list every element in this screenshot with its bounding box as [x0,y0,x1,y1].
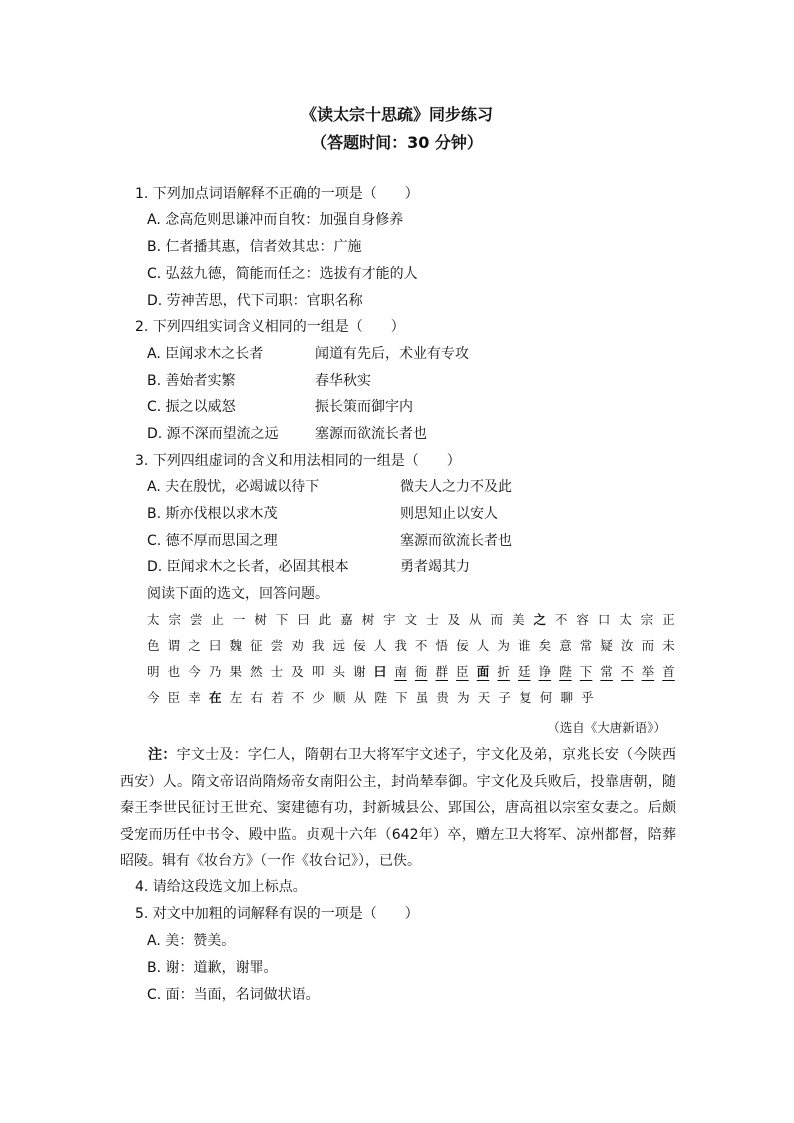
passage-char: 果 [229,664,242,679]
passage-char: 顺 [333,690,346,705]
passage-char: 从 [469,612,482,627]
classical-line-4 [147,689,594,707]
passage-char: 右 [250,690,263,705]
annotation-note [120,742,676,875]
passage-char: 衙 [414,664,428,679]
passage-char: 首 [662,664,675,679]
passage-char: 今 [147,690,160,705]
passage-char: 劝 [291,638,304,653]
passage-char: 未 [662,638,675,653]
passage-char: 廷 [517,664,531,679]
passage-source: （选自《大唐新语》） [547,720,666,735]
passage-char: 头 [332,664,345,679]
passage-char: 不 [291,690,305,705]
passage-char: 南 [394,664,407,679]
question-1-option-a: A. 念高危则思谦冲而自牧：加强自身修养 [147,212,404,228]
passage-char: 汝 [621,638,634,653]
passage-char: 贵 [436,690,449,705]
question-1-option-d: D. 劳神苦思，代下司职：官职名称 [147,293,363,309]
passage-char: 色 [147,638,160,653]
passage-char: 人 [476,638,490,653]
passage-char: 嘉 [340,612,353,627]
passage-char: 远 [332,638,345,653]
question-2-option-b-compare: 春华秋实 [315,373,371,389]
passage-char: 宗 [168,612,181,627]
passage-char: 之 [188,638,201,653]
passage-char: 常 [600,664,613,679]
passage-char: 不 [621,664,634,679]
passage-char: 太 [147,612,160,627]
question-3-option-c: C. 德不厚而思国之理 [147,533,278,549]
passage-char: 征 [250,638,263,653]
passage-char: 折 [497,664,510,679]
passage-char: 少 [312,690,325,705]
passage-char: 人 [373,638,387,653]
passage-char: 容 [576,612,589,627]
passage-char: 明 [147,664,160,679]
passage-char: 太 [619,612,632,627]
passage-char: 树 [254,612,267,627]
passage-char: 而 [490,612,504,627]
passage-char: 尝 [270,638,284,653]
classical-line-1 [147,611,675,629]
passage-char: 疑 [600,638,613,653]
question-2-option-b: B. 善始者实繁 [147,373,236,389]
passage-char: 树 [361,612,375,627]
passage-char: 下 [579,664,593,679]
passage-char: 宗 [640,612,654,627]
question-2-option-c: C. 振之以威怒 [147,399,236,415]
passage-char: 常 [579,638,593,653]
passage-char: 悟 [435,638,449,653]
passage-char: 及 [291,664,304,679]
passage-char: 然 [250,664,263,679]
passage-char: 口 [597,612,611,627]
question-2-option-a-compare: 闻道有先后，术业有专攻 [315,346,469,362]
question-2-stem: 2. 下列四组实词含义相同的一组是（ ） [135,319,405,335]
question-2-option-d: D. 源不深而望流之远 [147,426,279,442]
passage-char: 魏 [229,638,242,653]
classical-line-2 [147,637,675,655]
classical-line-3 [147,663,675,681]
passage-char: 此 [318,612,332,627]
question-2-option-d-compare: 塞源而欲流长者也 [315,426,427,442]
passage-char: 士 [426,612,439,627]
passage-char: 聊 [560,690,573,705]
question-5-stem: 5. 对文中加粗的词解释有误的一项是（ ） [135,906,419,922]
passage-char: 下 [275,612,289,627]
passage-char: 诤 [538,664,552,679]
passage-char: 也 [167,664,181,679]
passage-char: 为 [457,690,470,705]
question-1-option-c: C. 弘兹九德，简能而任之：选拔有才能的人 [147,266,418,282]
passage-char: 谓 [167,638,181,653]
passage-char: 不 [554,612,568,627]
passage-char: 若 [271,690,284,705]
question-4-stem: 4. 请给这段选文加上标点。 [135,879,307,895]
passage-char: 佞 [456,638,469,653]
passage-char: 陛 [374,690,387,705]
passage-char: 我 [394,638,407,653]
passage-char: 群 [435,664,449,679]
question-5-option-a: A. 美：赞美。 [147,933,236,949]
passage-char: 天 [477,690,491,705]
passage-char: 在 [209,690,222,705]
passage-char: 从 [353,690,367,705]
passage-char: 美 [511,612,525,627]
passage-char: 曰 [297,612,310,627]
passage-char: 谁 [517,638,531,653]
passage-char: 尝 [189,612,203,627]
passage-char: 及 [447,612,461,627]
page-title: 《读太宗十思疏》同步练习 [300,105,493,124]
passage-char: 臣 [456,664,469,679]
passage-char: 叩 [311,664,325,679]
page-subtitle: （答题时间：30 分钟） [311,133,483,152]
question-3-option-c-compare: 塞源而欲流长者也 [400,533,512,549]
question-5-option-b: B. 谢：道歉，谢罪。 [147,960,278,976]
passage-char: 乃 [208,664,222,679]
passage-char: 子 [498,690,511,705]
passage-char: 谢 [353,664,366,679]
question-5-option-c: C. 面：当面，名词做状语。 [147,987,320,1003]
passage-char: 何 [539,690,553,705]
question-2-option-a: A. 臣闻求木之长者 [147,346,264,362]
question-3-option-d-compare: 勇者竭其力 [400,559,470,575]
question-2-option-c-compare: 振长策而御宇内 [315,399,413,415]
question-3-option-d: D. 臣闻求木之长者，必固其根本 [147,559,349,575]
passage-char: 虽 [415,690,429,705]
question-3-stem: 3. 下列四组虚词的含义和用法相同的一组是（ ） [135,453,461,469]
note-text: 宇文士及：字仁人，隋朝右卫大将军宇文述子，宇文化及弟，京兆长安（今陕西西安）人。隋文帝诏尚隋炀帝女南阳公主，封尚辇奉御。宇文化及兵败后，投靠唐朝，随秦王李世民征讨王世充、窦建德有功，封新城县公、郢国公，唐高祖以宗室女妻之。后颇受宠而历任中书令、殿中监。贞观十六年（642年）卒，赠左卫大将军、凉州都督，陪葬昭陵。辑有《妆台方》（一作《妆台记》），已佚。 [120,747,677,869]
passage-char: 士 [270,664,284,679]
passage-char: 正 [662,612,675,627]
passage-char: 曰 [208,638,222,653]
passage-char: 面 [476,664,490,679]
passage-char: 意 [559,638,572,653]
passage-char: 止 [211,612,224,627]
passage-char: 复 [519,690,532,705]
reading-intro: 阅读下面的选文，回答问题。 [147,586,329,602]
passage-char: 宇 [383,612,396,627]
passage-char: 下 [395,690,408,705]
question-3-option-b-compare: 则思知止以安人 [400,506,498,522]
passage-char: 乎 [581,690,594,705]
passage-char: 我 [311,638,325,653]
question-3-option-b: B. 斯亦伐根以求木茂 [147,506,278,522]
passage-char: 一 [232,612,246,627]
question-1-option-b: B. 仁者播其惠，信者效其忠：广施 [147,239,362,255]
passage-char: 不 [414,638,428,653]
passage-char: 曰 [373,664,387,679]
passage-char: 今 [188,664,201,679]
passage-char: 之 [533,612,546,627]
question-3-option-a: A. 夫在殷忧，必竭诚以待下 [147,479,320,495]
passage-char: 左 [229,690,243,705]
passage-char: 陛 [559,664,572,679]
question-1-stem: 1. 下列加点词语解释不正确的一项是（ ） [135,186,419,202]
passage-char: 而 [641,638,655,653]
passage-char: 为 [497,638,510,653]
passage-char: 幸 [188,690,201,705]
passage-char: 举 [641,664,655,679]
passage-char: 佞 [353,638,366,653]
passage-char: 矣 [538,638,552,653]
passage-char: 文 [404,612,418,627]
question-3-option-a-compare: 微夫人之力不及此 [400,479,512,495]
passage-char: 臣 [167,690,181,705]
note-label: 注： [148,747,177,763]
